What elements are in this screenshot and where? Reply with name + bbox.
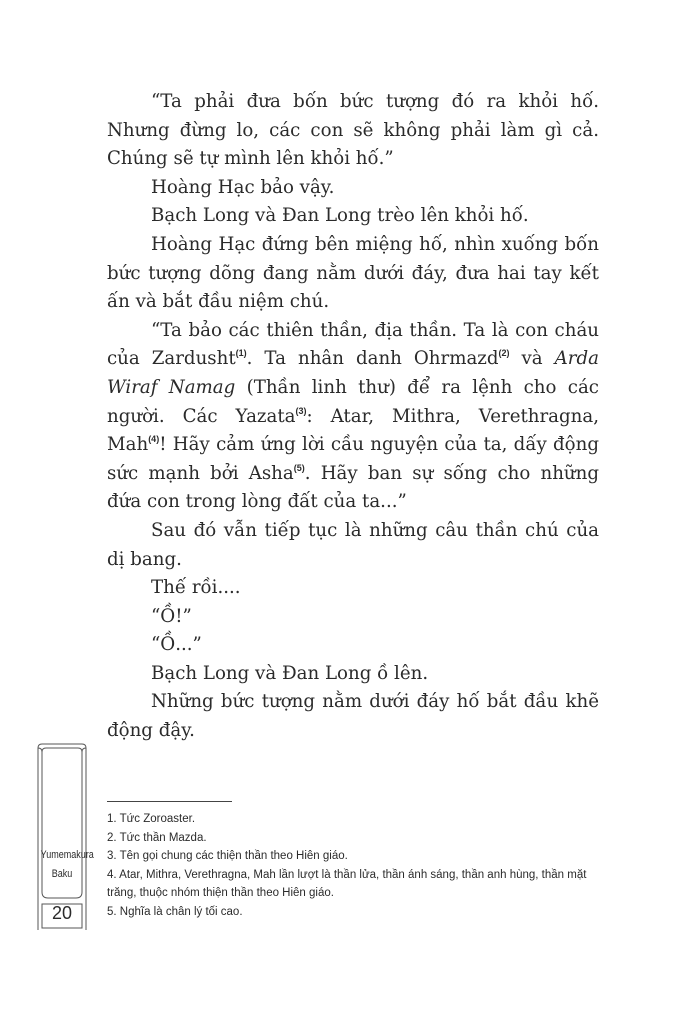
text-run: (Thần linh thư) để ra lệnh cho các người. Các Yazata — [107, 376, 599, 427]
page-number: 20 — [51, 903, 73, 923]
footnote-ref: (5) — [293, 462, 305, 473]
paragraph: Những bức tượng nằm dưới đáy hố bắt đầu khẽ động đậy. — [107, 691, 599, 742]
author-line: Yumemakura — [40, 849, 94, 861]
footnote: 2. Tức thần Mazda. — [107, 831, 207, 844]
text-run: . Ta nhân danh Ohrmazd — [246, 348, 499, 370]
footnote-divider — [107, 801, 232, 802]
paragraph: “Ồ!” — [151, 605, 192, 627]
footnote-ref: (2) — [498, 348, 510, 359]
footnote: 4. Atar, Mithra, Verethragna, Mah lần lượt là thần lửa, thần ánh sáng, thần anh hùng, thần mặt trăng, thuộc nhóm thiện thần theo Hiên giáo. — [107, 868, 587, 900]
side-tab — [36, 742, 94, 932]
paragraph: Sau đó vẫn tiếp tục là những câu thần chú của dị bang. — [107, 519, 599, 570]
paragraph: Thế rồi.... — [151, 577, 241, 599]
body-text — [107, 88, 599, 746]
footnotes — [107, 810, 605, 922]
footnote: 1. Tức Zoroaster. — [107, 813, 196, 825]
paragraph: “Ta phải đưa bốn bức tượng đó ra khỏi hố. Nhưng đừng lo, các con sẽ không phải làm gì cả. Chúng sẽ tự mình lên khỏi hố.” — [107, 91, 599, 170]
author-name — [40, 846, 94, 884]
italic-title: Arda Wiraf Namag — [107, 348, 599, 398]
footnote: 3. Tên gọi chung các thiện thần theo Hiên giáo. — [107, 850, 348, 863]
text-run: . Hãy ban sự sống cho những đứa con trong lòng đất của ta...” — [107, 462, 599, 513]
text-run: và — [509, 348, 555, 370]
footnote: 5. Nghĩa là chân lý tối cao. — [107, 905, 243, 918]
paragraph: Hoàng Hạc đứng bên miệng hố, nhìn xuống bốn bức tượng dõng đang nằm dưới đáy, đưa hai tay kết ấn và bắt đầu niệm chú. — [107, 233, 599, 313]
footnote-ref: (3) — [295, 405, 307, 416]
paragraph: “Ồ...” — [151, 634, 202, 656]
text-run: : Atar, Mithra, Verethragna, Mah — [107, 405, 599, 456]
paragraph-incantation — [107, 317, 599, 517]
text-run: ! Hãy cảm ứng lời cầu nguyện của ta, dấy động sức mạnh bởi Asha — [107, 434, 599, 484]
footnote-ref: (4) — [148, 434, 160, 445]
footnote-ref: (1) — [235, 348, 247, 359]
author-line: Baku — [51, 868, 73, 880]
paragraph: Hoàng Hạc bảo vậy. — [151, 176, 335, 198]
paragraph: Bạch Long và Đan Long ồ lên. — [151, 662, 429, 684]
paragraph: Bạch Long và Đan Long trèo lên khỏi hố. — [151, 205, 529, 227]
text-run: “Ta bảo các thiên thần, địa thần. Ta là con cháu của Zardusht — [107, 319, 599, 370]
